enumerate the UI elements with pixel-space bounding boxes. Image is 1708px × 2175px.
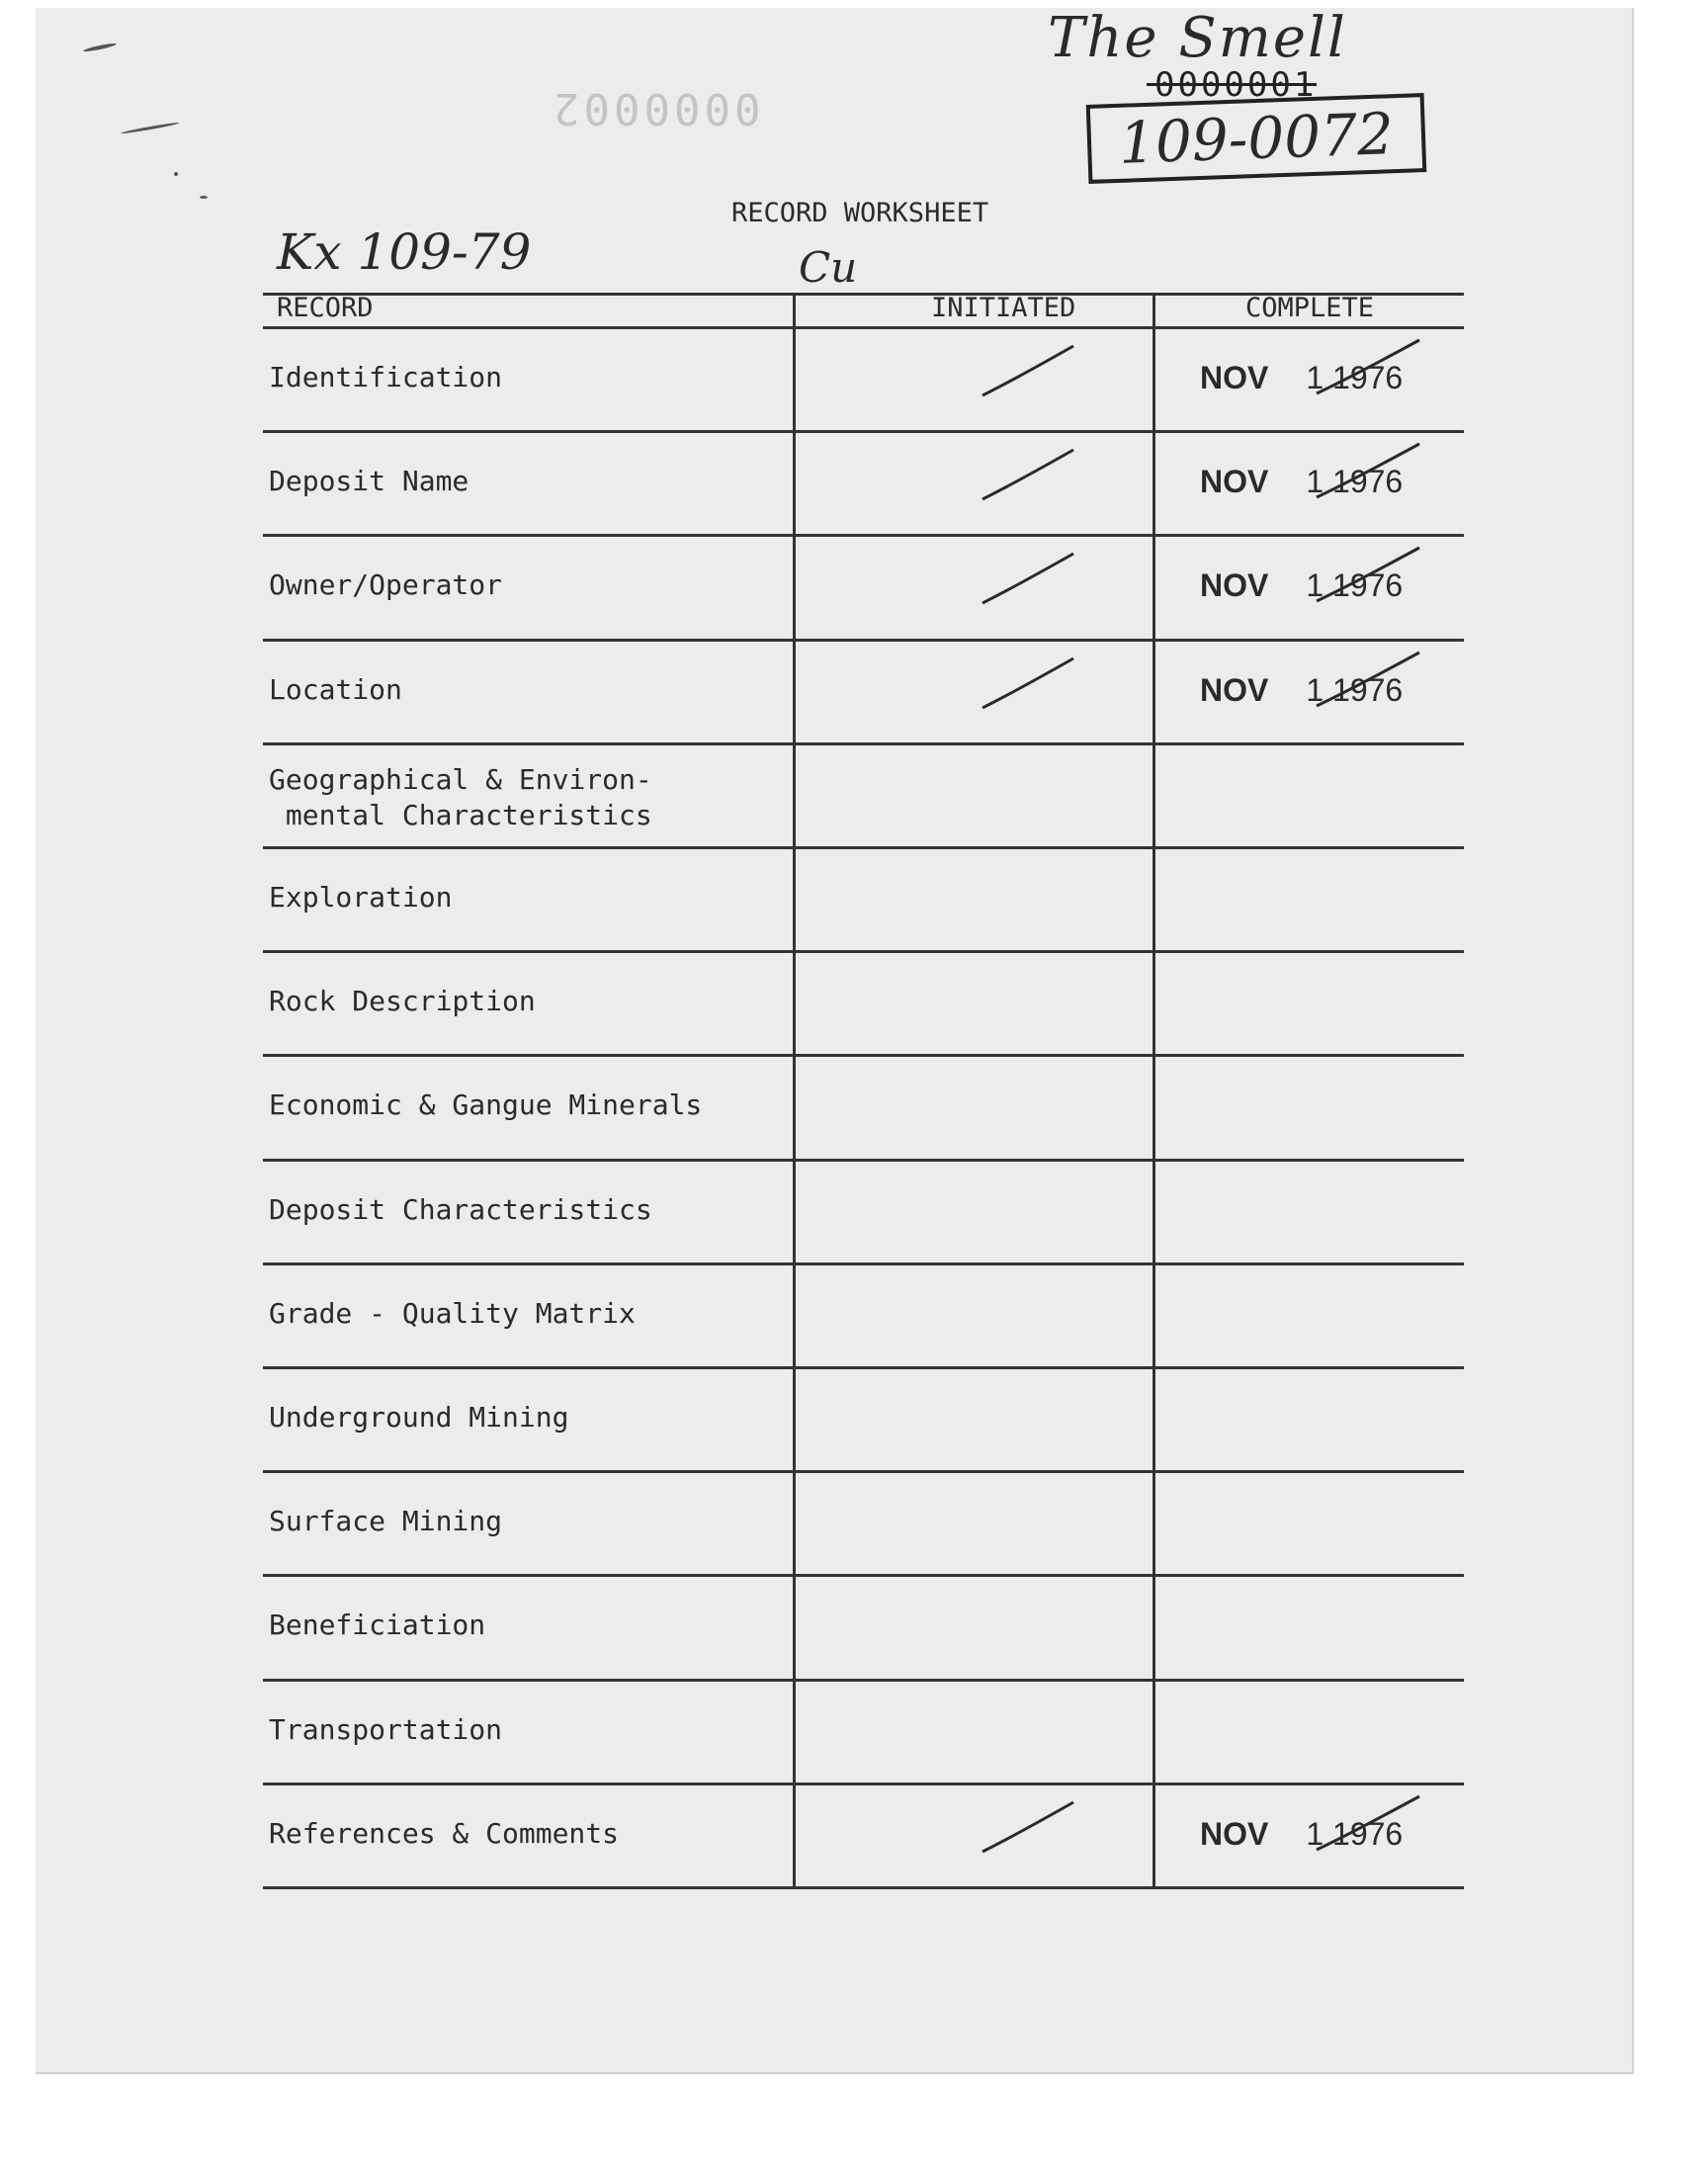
- column-header-initiated: INITIATED: [931, 293, 1076, 323]
- stamp-month: NOV: [1200, 464, 1269, 500]
- stamp-month: NOV: [1200, 1815, 1269, 1852]
- row-rule: [263, 1054, 1464, 1057]
- record-label: Location: [269, 672, 402, 706]
- worksheet-title: RECORD WORKSHEET: [731, 198, 989, 228]
- record-label: Underground Mining: [269, 1401, 569, 1434]
- row-rule: [263, 639, 1464, 642]
- initiated-check-icon: [975, 1796, 1083, 1866]
- stamp-date: 1 1976: [1306, 671, 1404, 708]
- initiated-check-icon: [975, 652, 1083, 722]
- row-rule: [263, 950, 1464, 953]
- scan-mark: [200, 196, 208, 199]
- row-rule: [263, 1159, 1464, 1162]
- complete-check-icon: [1311, 334, 1429, 403]
- stamp-date: 1 1976: [1306, 567, 1404, 604]
- initiated-check-icon: [975, 548, 1083, 617]
- stamp-date: 1 1976: [1306, 464, 1404, 500]
- faint-bleed-through-number: 0000002: [550, 83, 761, 133]
- stamp-month: NOV: [1200, 360, 1269, 395]
- record-label: Rock Description: [269, 985, 536, 1018]
- record-label: Economic & Gangue Minerals: [269, 1088, 703, 1122]
- handwritten-commodity: Cu: [799, 243, 858, 292]
- stamp-month: NOV: [1200, 671, 1269, 708]
- complete-check-icon: [1311, 542, 1429, 611]
- row-rule: [263, 1783, 1464, 1785]
- scan-mark: [83, 43, 117, 53]
- record-label: Beneficiation: [269, 1609, 486, 1642]
- column-divider: [1153, 293, 1155, 1886]
- record-worksheet-table: [263, 293, 1464, 1886]
- column-header-record: RECORD: [277, 293, 374, 323]
- handwritten-file-id: 109-0072: [1086, 93, 1427, 184]
- initiated-check-icon: [975, 340, 1083, 409]
- row-rule: [263, 742, 1464, 745]
- record-label: Exploration: [269, 881, 453, 914]
- record-label: References & Comments: [269, 1816, 620, 1850]
- record-label: Geographical & Environ- mental Characteristics: [269, 762, 652, 831]
- row-rule: [263, 1262, 1464, 1265]
- row-rule: [263, 430, 1464, 433]
- complete-check-icon: [1311, 1790, 1429, 1860]
- record-label: Deposit Name: [269, 465, 470, 498]
- handwritten-deposit-name: The Smell: [1048, 6, 1347, 70]
- stamp-month: NOV: [1200, 567, 1269, 604]
- record-label: Grade - Quality Matrix: [269, 1296, 636, 1330]
- document-number: 0000001: [1154, 65, 1318, 105]
- row-rule: [263, 1366, 1464, 1369]
- row-rule: [263, 846, 1464, 849]
- complete-check-icon: [1311, 438, 1429, 507]
- record-label: Deposit Characteristics: [269, 1192, 652, 1226]
- row-rule: [263, 534, 1464, 537]
- record-label: Owner/Operator: [269, 568, 503, 602]
- scan-mark: [174, 172, 178, 176]
- column-header-complete: COMPLETE: [1245, 293, 1375, 323]
- handwritten-kx-number: Kx 109-79: [277, 223, 532, 281]
- stamp-date: 1 1976: [1306, 360, 1404, 395]
- record-label: Identification: [269, 361, 503, 393]
- row-rule: [263, 1574, 1464, 1577]
- scan-mark: [121, 122, 180, 134]
- stamp-date: 1 1976: [1306, 1815, 1404, 1852]
- complete-check-icon: [1311, 647, 1429, 716]
- header-bottom-rule: [263, 326, 1464, 329]
- initiated-check-icon: [975, 444, 1083, 513]
- row-rule: [263, 1679, 1464, 1682]
- record-label: Transportation: [269, 1712, 503, 1746]
- row-rule: [263, 1470, 1464, 1473]
- record-label: Surface Mining: [269, 1505, 503, 1538]
- column-divider: [793, 293, 796, 1886]
- row-rule: [263, 1886, 1464, 1889]
